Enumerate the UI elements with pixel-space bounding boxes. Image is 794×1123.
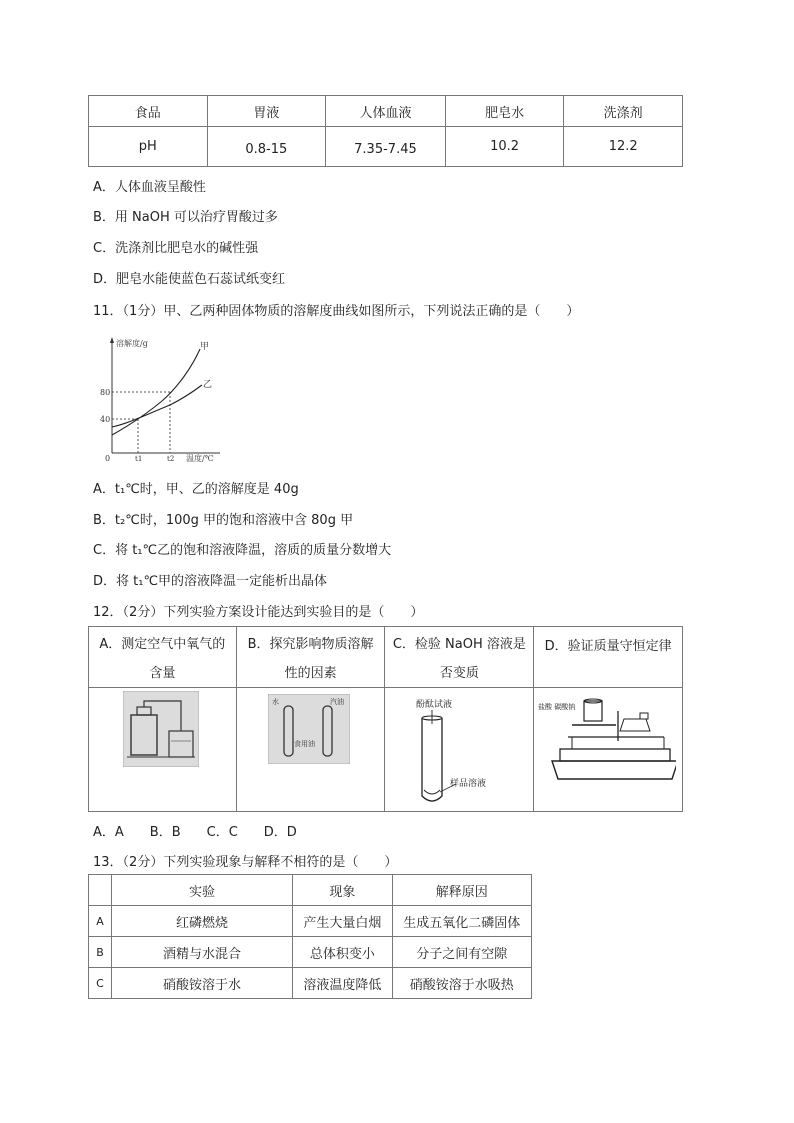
q13-cell: 红磷燃烧 xyxy=(111,906,292,937)
figure-b-dissolution-tubes xyxy=(268,694,350,764)
q12-cell-c-line2: 否变质 xyxy=(439,666,479,681)
q12-cell-b-line2: 性的因素 xyxy=(284,666,337,681)
ph-table-cell: 0.8-15 xyxy=(207,127,326,167)
q11-option-c: C．将 t₁℃乙的饱和溶液降温，溶质的质量分数增大 xyxy=(93,543,392,558)
ph-table-header: 肥皂水 xyxy=(445,96,564,127)
figure-c-test-tube xyxy=(410,694,520,806)
q13-header xyxy=(89,875,112,906)
figure-c-bottom-label: 样品溶液 xyxy=(450,779,487,789)
ph-table-cell: 10.2 xyxy=(445,127,564,167)
q13-table xyxy=(88,874,532,999)
ph-table-header: 食品 xyxy=(89,96,208,127)
q13-cell: 酒精与水混合 xyxy=(111,937,292,968)
figure-c-top-label: 酚酞试液 xyxy=(416,700,453,710)
ph-table-cell: 12.2 xyxy=(564,127,683,167)
solubility-graph xyxy=(100,335,225,463)
q13-cell: B xyxy=(89,937,112,968)
q12-cell-d-line1: D．验证质量守恒定律 xyxy=(544,639,672,654)
graph-y40: 40 xyxy=(100,415,111,424)
q13-header: 实验 xyxy=(111,875,292,906)
q10-option-a: A．人体血液呈酸性 xyxy=(93,180,206,195)
q12-cell-a-line2: 含量 xyxy=(149,666,176,681)
q13-cell: 总体积变小 xyxy=(293,937,393,968)
q10-option-c: C．洗涤剂比肥皂水的碱性强 xyxy=(93,241,259,256)
figure-d-label: 盐酸 碳酸钠 xyxy=(538,703,576,711)
q13-header: 现象 xyxy=(293,875,393,906)
q12-cell-a xyxy=(89,627,237,688)
ph-table-cell: 7.35-7.45 xyxy=(326,127,446,167)
q13-cell: C xyxy=(89,968,112,999)
graph-origin: 0 xyxy=(105,454,111,463)
ph-table-header: 人体血液 xyxy=(326,96,446,127)
figure-b-oil-label: 汽油 xyxy=(330,698,344,706)
figure-b-salt-label: 食用油 xyxy=(294,740,315,748)
q12-cell-c xyxy=(385,627,534,688)
q13-cell: 硝酸铵溶于水吸热 xyxy=(392,968,531,999)
q13-cell: 产生大量白烟 xyxy=(293,906,393,937)
q11-stem: 11．（1分）甲、乙两种固体物质的溶解度曲线如图所示，下列说法正确的是（ ） xyxy=(93,304,580,319)
q11-option-a: A．t₁℃时，甲、乙的溶解度是 40g xyxy=(93,482,299,497)
ph-table-header: 洗涤剂 xyxy=(564,96,683,127)
graph-t2: t2 xyxy=(167,455,175,463)
q10-option-d: D．肥皂水能使蓝色石蕊试纸变红 xyxy=(93,272,286,287)
ph-table-header: 胃液 xyxy=(207,96,326,127)
graph-xlabel: 温度/℃ xyxy=(186,454,214,463)
ph-table xyxy=(88,95,683,167)
graph-jia-label: 甲 xyxy=(200,342,210,352)
q13-cell: 溶液温度降低 xyxy=(293,968,393,999)
graph-t1: t1 xyxy=(135,455,143,463)
q13-stem: 13．（2分）下列实验现象与解释不相符的是（ ） xyxy=(93,855,398,870)
q13-cell: 生成五氧化二磷固体 xyxy=(392,906,531,937)
figure-d-balance xyxy=(538,695,676,785)
q12-stem: 12．（2分）下列实验方案设计能达到实验目的是（ ） xyxy=(93,605,424,620)
ph-table-cell: pH xyxy=(89,127,208,167)
q10-option-b: B．用 NaOH 可以治疗胃酸过多 xyxy=(93,210,278,225)
q13-header: 解释原因 xyxy=(392,875,531,906)
q11-option-b: B．t₂℃时，100g 甲的饱和溶液中含 80g 甲 xyxy=(93,513,354,528)
q11-option-d: D．将 t₁℃甲的溶液降温一定能析出晶体 xyxy=(93,574,328,589)
graph-yi-label: 乙 xyxy=(203,380,213,390)
q12-cell-c-line1: C．检验 NaOH 溶液是 xyxy=(392,637,526,652)
q13-cell: 分子之间有空隙 xyxy=(392,937,531,968)
q12-cell-b-line1: B．探究影响物质溶解 xyxy=(247,637,374,652)
figure-a-oxygen-apparatus xyxy=(123,691,199,767)
q12-cell-d xyxy=(534,627,683,688)
graph-ylabel: 溶解度/g xyxy=(116,339,148,348)
q13-cell: A xyxy=(89,906,112,937)
q12-cell-a-line1: A．测定空气中氧气的 xyxy=(99,637,226,652)
curve-yi xyxy=(112,385,202,427)
q12-cell-b xyxy=(236,627,385,688)
graph-y80: 80 xyxy=(100,388,111,397)
q13-cell: 硝酸铵溶于水 xyxy=(111,968,292,999)
q12-answer-options: A．A B．B C．C D．D xyxy=(93,825,297,840)
figure-b-water-label: 水 xyxy=(272,698,279,706)
